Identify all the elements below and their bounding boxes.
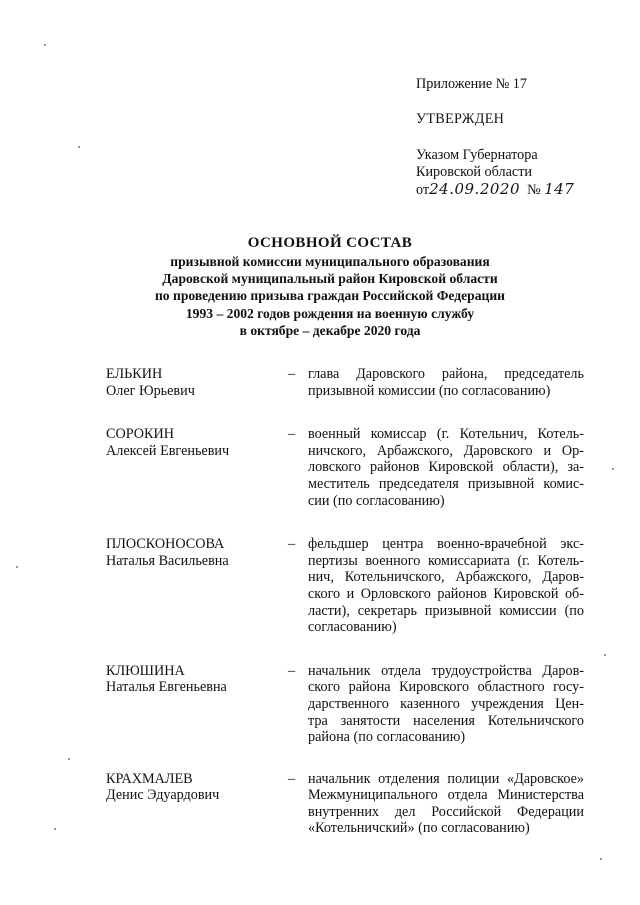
member-given-names: Денис Эдуардович (106, 787, 220, 804)
role-line: начальник отделения полиции «Даровское» (308, 770, 584, 787)
document-title-block (120, 234, 540, 339)
decree-date-number (416, 181, 626, 199)
scan-speck (78, 146, 80, 148)
member-given-names: Наталья Васильевна (106, 552, 229, 569)
title-line: 1993 – 2002 годов рождения на военную службу (185, 305, 475, 321)
scan-speck (16, 566, 18, 568)
role-line: ского и Орловского районов Кировской об- (308, 585, 584, 602)
role-line: фельдшер центра военно-врачебной экс- (308, 536, 584, 553)
member-role (308, 426, 584, 509)
role-line: меститель председателя призывной комис- (308, 475, 584, 492)
document-title: ОСНОВНОЙ СОСТАВ (247, 235, 413, 251)
approval-block (416, 76, 626, 199)
role-line: дарственного казенного учреждения Цен- (308, 695, 584, 712)
role-line: тра занятости населения Котельничского (308, 712, 584, 729)
member-role (308, 366, 584, 399)
title-line: по проведению призыва граждан Российской Федерации (154, 288, 506, 304)
role-line: пертизы военного комиссариата (г. Котель- (308, 552, 584, 569)
member-entry (106, 663, 586, 746)
role-line: начальник отдела трудоустройства Даров- (308, 662, 584, 679)
title-line: призывной комиссии муниципального образования (170, 254, 490, 269)
role-line: ловского районов Кировской области), за- (308, 459, 584, 476)
member-surname: СОРОКИН (106, 426, 174, 443)
member-given-names: Наталья Евгеньевна (106, 679, 227, 696)
member-dash: – (288, 426, 296, 443)
role-line: ского района Кировского областного госу- (308, 679, 584, 696)
title-line: в октябре – декабре 2020 года (239, 322, 421, 338)
member-entry (106, 366, 586, 399)
role-line: военный комиссар (г. Котельнич, Котель- (308, 426, 584, 443)
appendix-number: Приложение № 17 (416, 76, 527, 92)
scan-speck (600, 858, 602, 860)
member-entry (106, 426, 586, 509)
role-line: нич, Котельничского, Арбажского, Даров- (308, 569, 584, 586)
handwritten-date: 24.09.2020 (429, 180, 520, 198)
member-dash: – (288, 536, 296, 553)
commission-members-list (106, 366, 586, 837)
role-line: ничского, Арбажского, Даровского и Ор- (308, 442, 584, 459)
role-line: глава Даровского района, председатель (308, 366, 584, 382)
role-line: призывной комиссии (по согласованию) (308, 382, 551, 399)
member-name (106, 536, 288, 636)
scan-speck (44, 44, 46, 46)
role-line: «Котельничский» (по согласованию) (308, 820, 530, 837)
scan-speck (604, 654, 606, 656)
member-role (308, 536, 584, 636)
member-given-names: Алексей Евгеньевич (106, 442, 230, 459)
member-surname: КРАХМАЛЕВ (106, 770, 193, 787)
number-prefix: № (527, 182, 541, 198)
member-surname: ЕЛЬКИН (106, 366, 163, 382)
member-dash: – (288, 366, 296, 382)
member-name (106, 771, 288, 837)
handwritten-number: 147 (544, 180, 575, 198)
role-line: согласованию) (308, 619, 397, 636)
member-role (308, 771, 584, 837)
member-name (106, 663, 288, 746)
member-surname: ПЛОСКОНОСОВА (106, 536, 225, 553)
member-surname: КЛЮШИНА (106, 662, 185, 679)
member-name (106, 426, 288, 509)
approved-label: УТВЕРЖДЕН (416, 111, 505, 127)
member-given-names: Олег Юрьевич (106, 382, 195, 399)
scan-speck (54, 828, 56, 830)
role-line: сии (по согласованию) (308, 492, 445, 509)
member-entry (106, 771, 586, 837)
decree-line-2: Кировской области (416, 164, 532, 180)
decree-line-1: Указом Губернатора (416, 147, 538, 163)
member-name (106, 366, 288, 399)
date-prefix: от (416, 182, 430, 198)
role-line: внутренних дел Российской Федерации (308, 803, 584, 820)
member-dash: – (288, 662, 296, 679)
scan-speck (612, 468, 614, 470)
title-line: Даровской муниципальный район Кировской области (162, 271, 498, 287)
member-dash: – (288, 770, 296, 787)
member-role (308, 663, 584, 746)
role-line: района (по согласованию) (308, 729, 466, 746)
scan-speck (68, 758, 70, 760)
role-line: Межмуниципального отдела Министерства (308, 787, 584, 804)
role-line: ласти), секретарь призывной комиссии (по (308, 602, 584, 619)
member-entry (106, 536, 586, 636)
